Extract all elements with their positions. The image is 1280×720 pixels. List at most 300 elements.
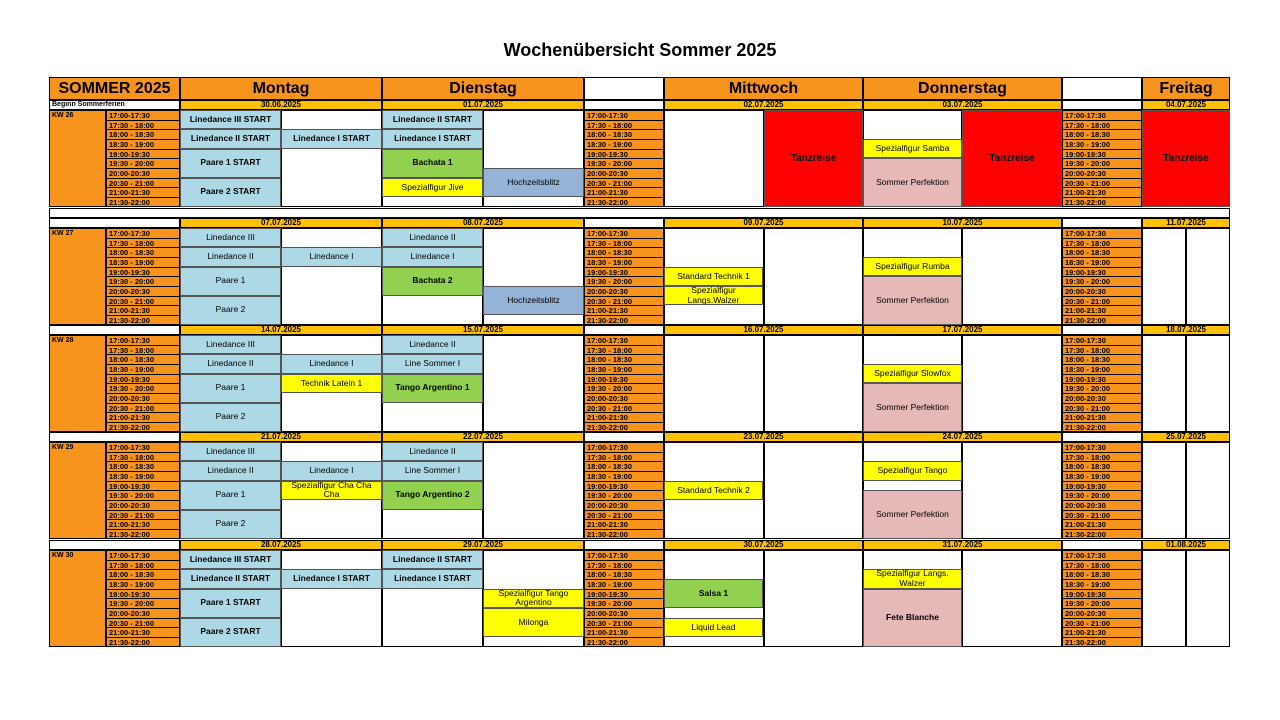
event-linedance-i[interactable]: Linedance I — [281, 461, 382, 480]
time-slot: 19:00-19:30 — [1063, 150, 1141, 160]
event-line-sommer-i[interactable]: Line Sommer I — [382, 354, 483, 373]
time-slot: 20:00-20:30 — [585, 394, 663, 404]
time-slot: 18:00 - 18:30 — [1063, 248, 1141, 258]
date-cell: 08.07.2025 — [382, 218, 584, 228]
time-slot: 20:00-20:30 — [1063, 169, 1141, 179]
time-slot: 19:30 - 20:00 — [585, 159, 663, 169]
time-slot: 20:00-20:30 — [107, 501, 179, 511]
time-slot: 20:00-20:30 — [1063, 501, 1141, 511]
time-slot: 20:00-20:30 — [1063, 609, 1141, 619]
event-linedance-ii[interactable]: Linedance II — [180, 247, 281, 266]
time-slot: 18:00 - 18:30 — [107, 130, 179, 140]
date-bar-blank — [584, 100, 664, 110]
date-bar-blank — [49, 325, 180, 335]
time-slot: 17:00-17:30 — [585, 336, 663, 346]
time-slot: 18:30 - 19:00 — [107, 365, 179, 375]
time-slot: 19:00-19:30 — [1063, 375, 1141, 385]
event-linedance-iii[interactable]: Linedance III — [180, 228, 281, 247]
kw-label: KW 30 — [49, 550, 106, 647]
date-bar-blank — [1062, 325, 1142, 335]
time-slot: 19:30 - 20:00 — [107, 491, 179, 501]
day-slot-column — [962, 550, 1062, 647]
event-spezialfigur-jive[interactable]: Spezialfigur Jive — [382, 178, 483, 197]
time-slot: 18:00 - 18:30 — [1063, 462, 1141, 472]
date-cell: 24.07.2025 — [863, 432, 1062, 442]
time-slot: 21:30-22:00 — [109, 197, 150, 207]
time-slot: 18:00 - 18:30 — [585, 248, 663, 258]
time-slot: 20:30 - 21:00 — [1063, 511, 1141, 521]
time-slot: 21:00-21:30 — [585, 306, 663, 316]
event-paare-2[interactable]: Paare 2 — [180, 296, 281, 325]
date-cell: 23.07.2025 — [664, 432, 863, 442]
date-bar-blank — [1062, 100, 1142, 110]
time-slot: 20:00-20:30 — [585, 501, 663, 511]
event-salsa-1[interactable]: Salsa 1 — [664, 579, 763, 608]
date-bar-blank — [1062, 432, 1142, 442]
time-slot: 19:30 - 20:00 — [107, 277, 179, 287]
date-bar-blank — [584, 540, 664, 550]
event-linedance-ii[interactable]: Linedance II — [382, 228, 483, 247]
time-slot: 19:00-19:30 — [1063, 482, 1141, 492]
time-slot: 18:00 - 18:30 — [107, 248, 179, 258]
time-column — [106, 550, 180, 647]
time-slot: 19:00-19:30 — [107, 150, 179, 160]
time-column — [584, 228, 664, 325]
time-slot: 17:00-17:30 — [107, 229, 179, 239]
event-liquid-lead[interactable]: Liquid Lead — [664, 618, 763, 637]
time-slot: 17:00-17:30 — [1063, 111, 1141, 121]
time-column — [1062, 550, 1142, 647]
event-bachata-1[interactable]: Bachata 1 — [382, 149, 483, 178]
time-slot: 18:30 - 19:00 — [1063, 472, 1141, 482]
event-linedance-ii[interactable]: Linedance II — [180, 461, 281, 480]
time-slot: 19:00-19:30 — [585, 268, 663, 278]
event-linedance-i-start[interactable]: Linedance I START — [382, 569, 483, 588]
time-slot: 21:30-22:00 — [1065, 637, 1106, 647]
event-sommer-perfektion[interactable]: Sommer Perfektion — [863, 276, 962, 324]
time-slot: 19:00-19:30 — [585, 150, 663, 160]
event-line-sommer-i[interactable]: Line Sommer I — [382, 461, 483, 480]
time-slot: 18:30 - 19:00 — [585, 580, 663, 590]
event-hochzeitsblitz[interactable]: Hochzeitsblitz — [483, 286, 584, 315]
time-slot: 18:30 - 19:00 — [585, 258, 663, 268]
event-paare-1-start[interactable]: Paare 1 START — [180, 589, 281, 618]
kw-label: KW 29 — [49, 442, 106, 539]
time-column — [584, 442, 664, 539]
day-slot-column — [281, 550, 382, 647]
time-slot: 21:30-22:00 — [587, 422, 628, 432]
time-slot: 20:30 - 21:00 — [107, 179, 179, 189]
time-slot: 19:30 - 20:00 — [585, 491, 663, 501]
event-linedance-ii[interactable]: Linedance II — [382, 335, 483, 354]
time-slot: 17:00-17:30 — [585, 111, 663, 121]
time-slot: 21:00-21:30 — [1063, 188, 1141, 198]
time-slot: 19:00-19:30 — [107, 590, 179, 600]
time-slot: 19:30 - 20:00 — [585, 384, 663, 394]
date-cell: 02.07.2025 — [664, 100, 863, 110]
header-blank — [1062, 77, 1142, 100]
time-slot: 21:30-22:00 — [1065, 422, 1106, 432]
event-tanzreise[interactable]: Tanzreise — [1142, 110, 1230, 207]
event-sommer-perfektion[interactable]: Sommer Perfektion — [863, 158, 962, 206]
event-linedance-i[interactable]: Linedance I — [382, 247, 483, 266]
time-slot: 19:00-19:30 — [1063, 590, 1141, 600]
time-slot: 21:30-22:00 — [587, 637, 628, 647]
time-slot: 21:00-21:30 — [107, 413, 179, 423]
day-slot-column — [281, 110, 382, 207]
date-cell: 28.07.2025 — [180, 540, 382, 550]
date-cell: 01.07.2025 — [382, 100, 584, 110]
time-column — [106, 442, 180, 539]
season-header: SOMMER 2025 — [49, 77, 180, 100]
time-slot: 17:00-17:30 — [1063, 551, 1141, 561]
day-header-donnerstag: Donnerstag — [863, 77, 1062, 100]
event-paare-1[interactable]: Paare 1 — [180, 374, 281, 403]
time-slot: 19:30 - 20:00 — [1063, 159, 1141, 169]
date-bar-blank — [1062, 218, 1142, 228]
time-slot: 17:30 - 18:00 — [1063, 453, 1141, 463]
time-slot: 17:30 - 18:00 — [1063, 239, 1141, 249]
event-linedance-ii-start[interactable]: Linedance II START — [382, 110, 483, 129]
time-slot: 21:30-22:00 — [587, 197, 628, 207]
day-slot-column — [281, 228, 382, 325]
event-paare-2-start[interactable]: Paare 2 START — [180, 178, 281, 207]
day-header-mittwoch: Mittwoch — [664, 77, 863, 100]
time-slot: 19:30 - 20:00 — [1063, 384, 1141, 394]
day-slot-column — [1142, 442, 1186, 539]
time-slot: 20:30 - 21:00 — [1063, 619, 1141, 629]
time-slot: 17:30 - 18:00 — [1063, 561, 1141, 571]
event-linedance-i-start[interactable]: Linedance I START — [382, 129, 483, 148]
date-cell: 11.07.2025 — [1142, 218, 1230, 228]
date-cell: 03.07.2025 — [863, 100, 1062, 110]
time-slot: 21:00-21:30 — [1063, 520, 1141, 530]
event-linedance-iii-start[interactable]: Linedance III START — [180, 110, 281, 129]
time-slot: 19:30 - 20:00 — [107, 384, 179, 394]
time-slot: 21:30-22:00 — [109, 637, 150, 647]
time-slot: 18:00 - 18:30 — [107, 462, 179, 472]
event-tango-argentino-1[interactable]: Tango Argentino 1 — [382, 374, 483, 403]
time-slot: 17:00-17:30 — [1063, 229, 1141, 239]
time-slot: 19:30 - 20:00 — [585, 277, 663, 287]
time-slot: 20:30 - 21:00 — [585, 511, 663, 521]
event-standard-technik-2[interactable]: Standard Technik 2 — [664, 481, 763, 500]
date-bar-blank — [1062, 540, 1142, 550]
event-bachata-2[interactable]: Bachata 2 — [382, 267, 483, 296]
time-slot: 20:30 - 21:00 — [1063, 297, 1141, 307]
date-bar-blank — [49, 218, 180, 228]
time-slot: 20:30 - 21:00 — [1063, 404, 1141, 414]
time-slot: 17:00-17:30 — [107, 443, 179, 453]
time-slot: 21:00-21:30 — [585, 520, 663, 530]
time-slot: 17:30 - 18:00 — [585, 561, 663, 571]
day-slot-column — [962, 335, 1062, 432]
time-slot: 18:00 - 18:30 — [1063, 570, 1141, 580]
time-column — [106, 228, 180, 325]
time-slot: 20:30 - 21:00 — [107, 511, 179, 521]
time-slot: 18:30 - 19:00 — [107, 580, 179, 590]
event-paare-2[interactable]: Paare 2 — [180, 510, 281, 539]
time-slot: 19:30 - 20:00 — [1063, 277, 1141, 287]
event-linedance-ii-start[interactable]: Linedance II START — [180, 129, 281, 148]
time-slot: 21:30-22:00 — [109, 422, 150, 432]
date-cell: 10.07.2025 — [863, 218, 1062, 228]
day-slot-column — [664, 110, 764, 207]
date-bar-blank — [49, 540, 180, 550]
time-slot: 18:00 - 18:30 — [1063, 130, 1141, 140]
date-cell: 30.06.2025 — [180, 100, 382, 110]
time-slot: 18:30 - 19:00 — [107, 472, 179, 482]
time-slot: 20:30 - 21:00 — [585, 179, 663, 189]
time-column — [106, 110, 180, 207]
event-linedance-iii[interactable]: Linedance III — [180, 442, 281, 461]
date-cell: 29.07.2025 — [382, 540, 584, 550]
event-linedance-ii-start[interactable]: Linedance II START — [180, 569, 281, 588]
time-slot: 20:00-20:30 — [107, 287, 179, 297]
event-fete-blanche[interactable]: Fete Blanche — [863, 589, 962, 647]
date-cell: 07.07.2025 — [180, 218, 382, 228]
event-spezialfigur-cha-cha-cha[interactable]: Spezialfigur Cha Cha Cha — [281, 481, 382, 500]
event-milonga[interactable]: Milonga — [483, 608, 584, 637]
day-slot-column — [1142, 228, 1186, 325]
event-linedance-i-start[interactable]: Linedance I START — [281, 129, 382, 148]
time-slot: 21:30-22:00 — [1065, 529, 1106, 539]
time-slot: 18:00 - 18:30 — [585, 570, 663, 580]
date-cell: 18.07.2025 — [1142, 325, 1230, 335]
time-slot: 17:30 - 18:00 — [1063, 121, 1141, 131]
time-slot: 19:00-19:30 — [585, 590, 663, 600]
event-linedance-ii[interactable]: Linedance II — [180, 354, 281, 373]
time-slot: 18:30 - 19:00 — [1063, 258, 1141, 268]
time-slot: 17:30 - 18:00 — [107, 239, 179, 249]
date-cell: 04.07.2025 — [1142, 100, 1230, 110]
date-cell: 16.07.2025 — [664, 325, 863, 335]
event-tanzreise[interactable]: Tanzreise — [764, 110, 863, 207]
time-slot: 17:00-17:30 — [107, 551, 179, 561]
event-linedance-ii[interactable]: Linedance II — [382, 442, 483, 461]
day-slot-column — [1186, 550, 1230, 647]
date-cell: 09.07.2025 — [664, 218, 863, 228]
date-cell: 01.08.2025 — [1142, 540, 1230, 550]
time-slot: 21:00-21:30 — [1063, 413, 1141, 423]
time-slot: 18:00 - 18:30 — [585, 355, 663, 365]
time-slot: 17:30 - 18:00 — [107, 121, 179, 131]
time-slot: 17:00-17:30 — [1063, 443, 1141, 453]
day-header-montag: Montag — [180, 77, 382, 100]
time-slot: 18:30 - 19:00 — [1063, 365, 1141, 375]
time-slot: 17:00-17:30 — [585, 443, 663, 453]
time-slot: 17:30 - 18:00 — [107, 561, 179, 571]
time-slot: 20:00-20:30 — [107, 609, 179, 619]
time-slot: 21:00-21:30 — [107, 520, 179, 530]
time-slot: 20:30 - 21:00 — [107, 297, 179, 307]
time-slot: 21:30-22:00 — [109, 315, 150, 325]
time-slot: 21:00-21:30 — [107, 188, 179, 198]
time-slot: 19:00-19:30 — [585, 375, 663, 385]
time-slot: 18:30 - 19:00 — [585, 472, 663, 482]
time-slot: 21:30-22:00 — [1065, 197, 1106, 207]
time-slot: 20:00-20:30 — [107, 394, 179, 404]
time-slot: 19:00-19:30 — [107, 268, 179, 278]
time-slot: 18:30 - 19:00 — [1063, 140, 1141, 150]
time-slot: 21:00-21:30 — [585, 188, 663, 198]
time-column — [1062, 442, 1142, 539]
event-spezialfigur-rumba[interactable]: Spezialfigur Rumba — [863, 257, 962, 276]
event-spezialfigur-tango-argentino[interactable]: Spezialfigur Tango Argentino — [483, 589, 584, 608]
kw-label: KW 26 — [49, 110, 106, 207]
time-slot: 20:30 - 21:00 — [107, 404, 179, 414]
time-column — [584, 550, 664, 647]
time-slot: 20:00-20:30 — [1063, 394, 1141, 404]
event-technik-latein-1[interactable]: Technik Latein 1 — [281, 374, 382, 393]
time-column — [1062, 228, 1142, 325]
time-column — [1062, 335, 1142, 432]
event-linedance-ii-start[interactable]: Linedance II START — [382, 550, 483, 569]
day-slot-column — [483, 335, 584, 432]
event-sommer-perfektion[interactable]: Sommer Perfektion — [863, 490, 962, 538]
time-slot: 18:30 - 19:00 — [1063, 580, 1141, 590]
time-slot: 20:00-20:30 — [585, 287, 663, 297]
time-slot: 17:30 - 18:00 — [107, 453, 179, 463]
time-slot: 21:00-21:30 — [585, 413, 663, 423]
time-slot: 21:30-22:00 — [109, 529, 150, 539]
time-slot: 21:00-21:30 — [107, 306, 179, 316]
time-slot: 18:30 - 19:00 — [107, 140, 179, 150]
day-slot-column — [483, 442, 584, 539]
date-bar-blank — [49, 432, 180, 442]
time-slot: 18:00 - 18:30 — [585, 462, 663, 472]
time-slot: 17:30 - 18:00 — [585, 239, 663, 249]
time-slot: 19:30 - 20:00 — [107, 159, 179, 169]
time-slot: 21:30-22:00 — [587, 315, 628, 325]
event-tanzreise[interactable]: Tanzreise — [962, 110, 1062, 207]
time-slot: 20:00-20:30 — [585, 169, 663, 179]
day-slot-column — [664, 335, 764, 432]
time-slot: 17:30 - 18:00 — [585, 453, 663, 463]
event-linedance-i[interactable]: Linedance I — [281, 247, 382, 266]
day-slot-column — [1186, 228, 1230, 325]
day-slot-column — [764, 335, 863, 432]
event-paare-1-start[interactable]: Paare 1 START — [180, 149, 281, 178]
date-cell: 14.07.2025 — [180, 325, 382, 335]
day-slot-column — [764, 228, 863, 325]
time-slot: 19:00-19:30 — [1063, 268, 1141, 278]
date-bar-blank — [584, 325, 664, 335]
day-slot-column — [1186, 335, 1230, 432]
date-bar-blank — [584, 218, 664, 228]
event-spezialfigur-langs-walzer[interactable]: Spezialfigur Langs.Walzer — [664, 286, 763, 305]
time-slot: 20:30 - 21:00 — [107, 619, 179, 629]
event-linedance-iii-start[interactable]: Linedance III START — [180, 550, 281, 569]
time-slot: 19:30 - 20:00 — [107, 599, 179, 609]
time-slot: 18:30 - 19:00 — [585, 365, 663, 375]
time-slot: 17:00-17:30 — [585, 551, 663, 561]
event-paare-1[interactable]: Paare 1 — [180, 481, 281, 510]
day-slot-column — [962, 228, 1062, 325]
time-slot: 19:00-19:30 — [107, 375, 179, 385]
event-paare-2[interactable]: Paare 2 — [180, 403, 281, 432]
event-spezialfigur-langs-walzer[interactable]: Spezialfigur Langs. Walzer — [863, 569, 962, 588]
time-slot: 20:30 - 21:00 — [1063, 179, 1141, 189]
event-hochzeitsblitz[interactable]: Hochzeitsblitz — [483, 168, 584, 197]
event-spezialfigur-samba[interactable]: Spezialfigur Samba — [863, 139, 962, 158]
date-cell: 15.07.2025 — [382, 325, 584, 335]
time-slot: 21:30-22:00 — [1065, 315, 1106, 325]
time-slot: 20:00-20:30 — [1063, 287, 1141, 297]
event-paare-1[interactable]: Paare 1 — [180, 267, 281, 296]
event-linedance-i[interactable]: Linedance I — [281, 354, 382, 373]
page-title: Wochenübersicht Sommer 2025 — [503, 40, 777, 60]
time-slot: 18:00 - 18:30 — [107, 355, 179, 365]
day-slot-column — [1186, 442, 1230, 539]
event-linedance-iii[interactable]: Linedance III — [180, 335, 281, 354]
event-sommer-perfektion[interactable]: Sommer Perfektion — [863, 383, 962, 431]
event-standard-technik-1[interactable]: Standard Technik 1 — [664, 267, 763, 286]
time-slot: 20:30 - 21:00 — [585, 404, 663, 414]
day-slot-column — [764, 550, 863, 647]
event-paare-2-start[interactable]: Paare 2 START — [180, 618, 281, 647]
time-slot: 17:30 - 18:00 — [585, 121, 663, 131]
event-tango-argentino-2[interactable]: Tango Argentino 2 — [382, 481, 483, 510]
time-slot: 18:00 - 18:30 — [1063, 355, 1141, 365]
date-cell: 17.07.2025 — [863, 325, 1062, 335]
week-spacer — [49, 208, 1230, 218]
time-slot: 21:00-21:30 — [585, 628, 663, 638]
kw-label: KW 27 — [49, 228, 106, 325]
date-cell: 30.07.2025 — [664, 540, 863, 550]
kw-label: KW 28 — [49, 335, 106, 432]
date-cell: 25.07.2025 — [1142, 432, 1230, 442]
event-linedance-i-start[interactable]: Linedance I START — [281, 569, 382, 588]
time-slot: 21:00-21:30 — [107, 628, 179, 638]
time-slot: 20:30 - 21:00 — [585, 297, 663, 307]
day-slot-column — [764, 442, 863, 539]
header-blank — [584, 77, 664, 100]
time-slot: 19:00-19:30 — [107, 482, 179, 492]
date-cell: 31.07.2025 — [863, 540, 1062, 550]
day-slot-column — [1142, 335, 1186, 432]
time-slot: 17:00-17:30 — [1063, 336, 1141, 346]
time-slot: 21:00-21:30 — [1063, 306, 1141, 316]
date-cell: 21.07.2025 — [180, 432, 382, 442]
event-spezialfigur-slowfox[interactable]: Spezialfigur Slowfox — [863, 364, 962, 383]
time-column — [106, 335, 180, 432]
time-slot: 21:30-22:00 — [587, 529, 628, 539]
day-slot-column — [962, 442, 1062, 539]
time-slot: 17:30 - 18:00 — [107, 346, 179, 356]
time-slot: 17:00-17:30 — [585, 229, 663, 239]
time-slot: 21:00-21:30 — [1063, 628, 1141, 638]
time-column — [1062, 110, 1142, 207]
day-header-freitag: Freitag — [1142, 77, 1230, 100]
time-slot: 20:30 - 21:00 — [585, 619, 663, 629]
time-column — [584, 335, 664, 432]
time-slot: 17:00-17:30 — [107, 111, 179, 121]
time-slot: 18:30 - 19:00 — [585, 140, 663, 150]
time-slot: 19:30 - 20:00 — [1063, 599, 1141, 609]
date-cell: 22.07.2025 — [382, 432, 584, 442]
time-slot: 19:00-19:30 — [585, 482, 663, 492]
time-slot: 18:00 - 18:30 — [585, 130, 663, 140]
day-header-dienstag: Dienstag — [382, 77, 584, 100]
event-spezialfigur-tango[interactable]: Spezialfigur Tango — [863, 461, 962, 480]
time-slot: 19:30 - 20:00 — [585, 599, 663, 609]
time-slot: 17:30 - 18:00 — [585, 346, 663, 356]
time-slot: 20:00-20:30 — [585, 609, 663, 619]
time-slot: 18:00 - 18:30 — [107, 570, 179, 580]
day-slot-column — [1142, 550, 1186, 647]
date-bar-blank — [584, 432, 664, 442]
